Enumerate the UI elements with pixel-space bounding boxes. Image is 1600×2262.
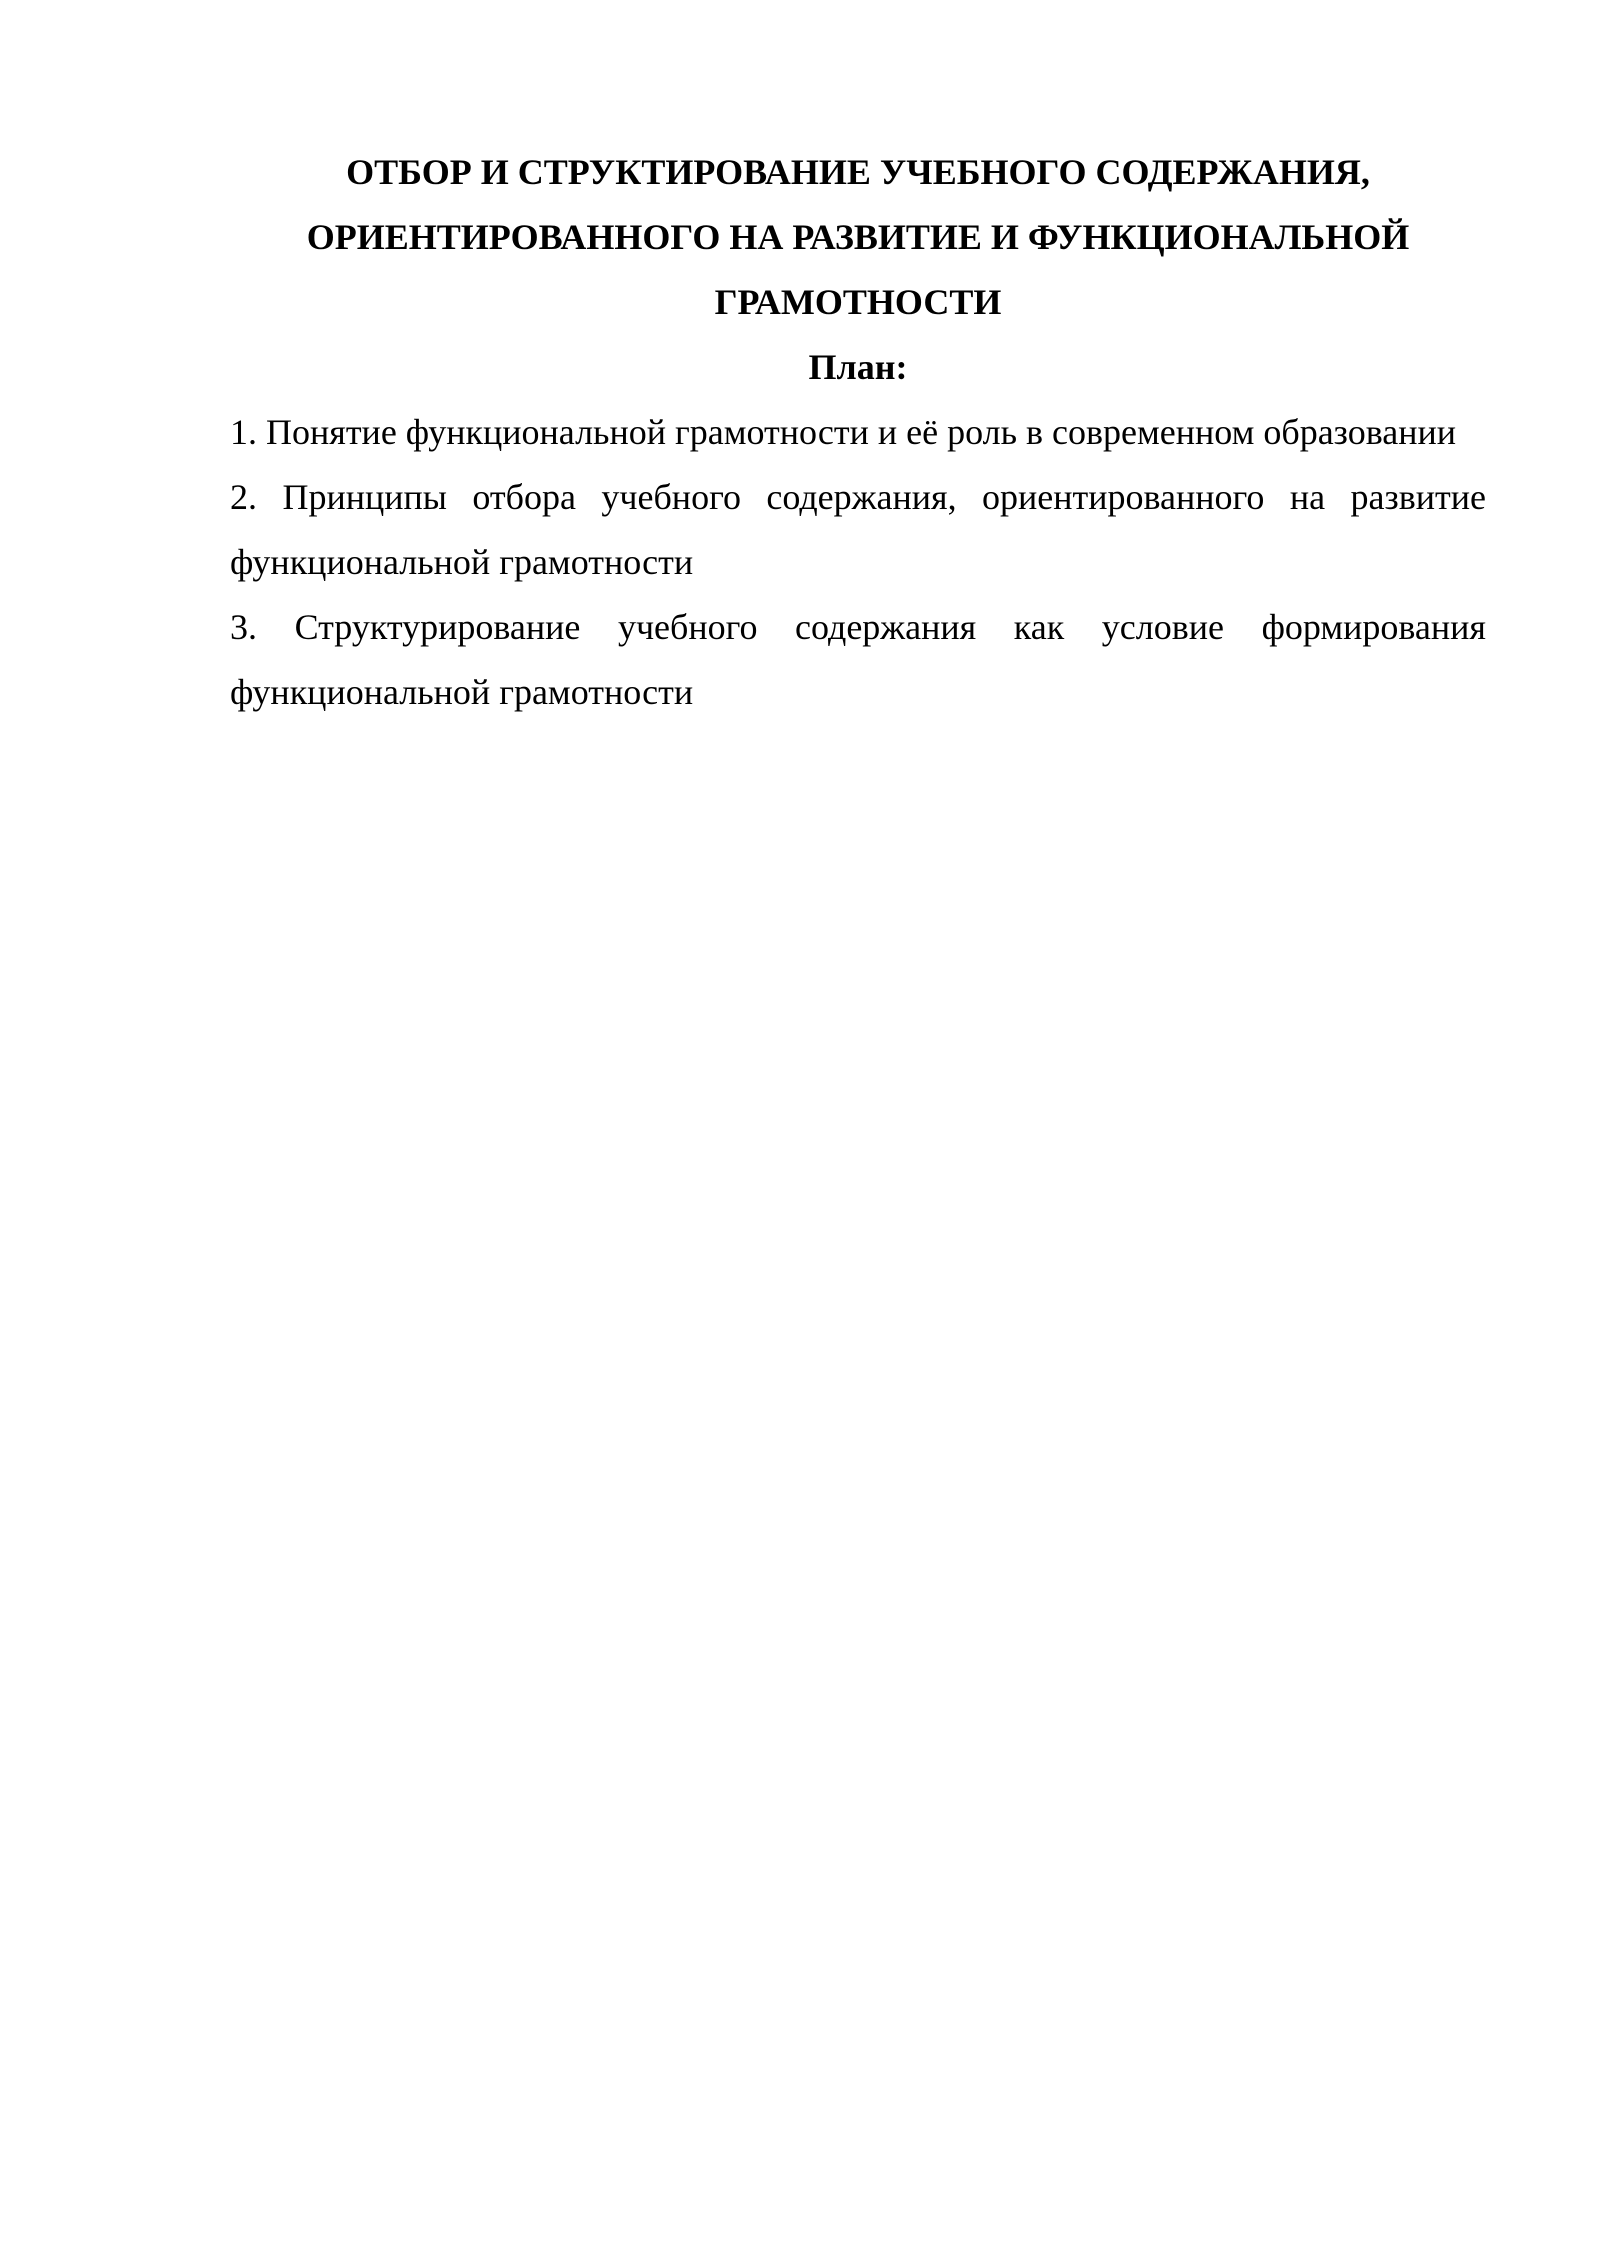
plan-item: 1. Понятие функциональной грамотности и её роль в современном образовании [230,412,1456,452]
plan-list [230,400,1486,725]
document-content [230,140,1486,725]
plan-heading: План: [808,347,908,387]
title-line: ОТБОР И СТРУКТИРОВАНИЕ УЧЕБНОГО СОДЕРЖАНИЯ, [346,152,1370,192]
title-line: ГРАМОТНОСТИ [714,282,1002,322]
plan-item: 2. Принципы отбора учебного содержания, ориентированного на развитие функциональной грамотности [230,477,1486,582]
plan-item: 3. Структурирование учебного содержания как условие формирования функциональной грамотности [230,607,1486,712]
document-title [230,140,1486,335]
title-line: ОРИЕНТИРОВАННОГО НА РАЗВИТИЕ И ФУНКЦИОНАЛЬНОЙ [306,217,1410,257]
